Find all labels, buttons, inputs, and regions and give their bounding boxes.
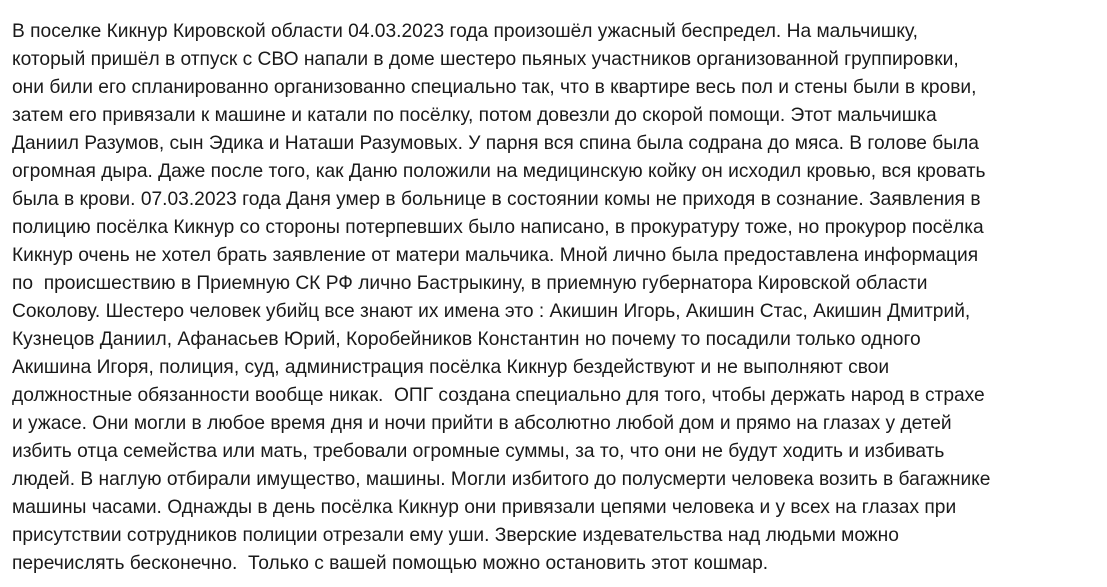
text-line: Даниил Разумов, сын Эдика и Наташи Разумовых. У парня вся спина была содрана до мяса. В голове была xyxy=(12,133,979,154)
text-line: и ужасе. Они могли в любое время дня и ночи прийти в абсолютно любой дом и прямо на глазах у детей xyxy=(12,413,952,434)
text-line: избить отца семейства или мать, требовали огромные суммы, за то, что они не будут ходить и избивать xyxy=(12,441,945,462)
text-line: Кузнецов Даниил, Афанасьев Юрий, Коробейников Константин но почему то посадили только одного xyxy=(12,329,921,350)
text-line: Соколову. Шестеро человек убийц все знают их имена это : Акишин Игорь, Акишин Стас, Акишин Дмитрий, xyxy=(12,301,971,322)
text-line: людей. В наглую отбирали имущество, машины. Могли избитого до полусмерти человека возить в багажнике xyxy=(12,469,991,490)
text-line: присутствии сотрудников полиции отрезали ему уши. Зверские издевательства над людьми можно xyxy=(12,525,899,546)
text-line: была в крови. 07.03.2023 года Даня умер в больнице в состоянии комы не приходя в сознание. Заявления в xyxy=(12,189,981,210)
text-line: машины часами. Однажды в день посёлка Кикнур они привязали цепями человека и у всех на глазах при xyxy=(12,497,957,518)
text-line: по происшествию в Приемную СК РФ лично Бастрыкину, в приемную губернатора Кировской области xyxy=(12,273,928,294)
text-line: В поселке Кикнур Кировской области 04.03.2023 года произошёл ужасный беспредел. На мальчишку, xyxy=(12,21,918,42)
document-body xyxy=(12,18,1102,578)
text-line: огромная дыра. Даже после того, как Даню положили на медицинскую койку он исходил кровью, вся кровать xyxy=(12,161,986,182)
text-line: должностные обязанности вообще никак. ОПГ создана специально для того, чтобы держать народ в страхе xyxy=(12,385,985,406)
text-line: полицию посёлка Кикнур со стороны потерпевших было написано, в прокуратуру тоже, но прокурор посёлка xyxy=(12,217,984,238)
text-line: они били его спланированно организованно специально так, что в квартире весь пол и стены были в крови, xyxy=(12,77,977,98)
text-line: Акишина Игоря, полиция, суд, администрация посёлка Кикнур бездействуют и не выполняют свои xyxy=(12,357,890,378)
text-line: Кикнур очень не хотел брать заявление от матери мальчика. Мной лично была предоставлена информация xyxy=(12,245,979,266)
text-line: затем его привязали к машине и катали по посёлку, потом довезли до скорой помощи. Этот мальчишка xyxy=(12,105,937,126)
text-line: перечислять бесконечно. Только с вашей помощью можно остановить этот кошмар. xyxy=(12,553,769,574)
text-line: который пришёл в отпуск с СВО напали в доме шестеро пьяных участников организованной группировки, xyxy=(12,49,959,70)
